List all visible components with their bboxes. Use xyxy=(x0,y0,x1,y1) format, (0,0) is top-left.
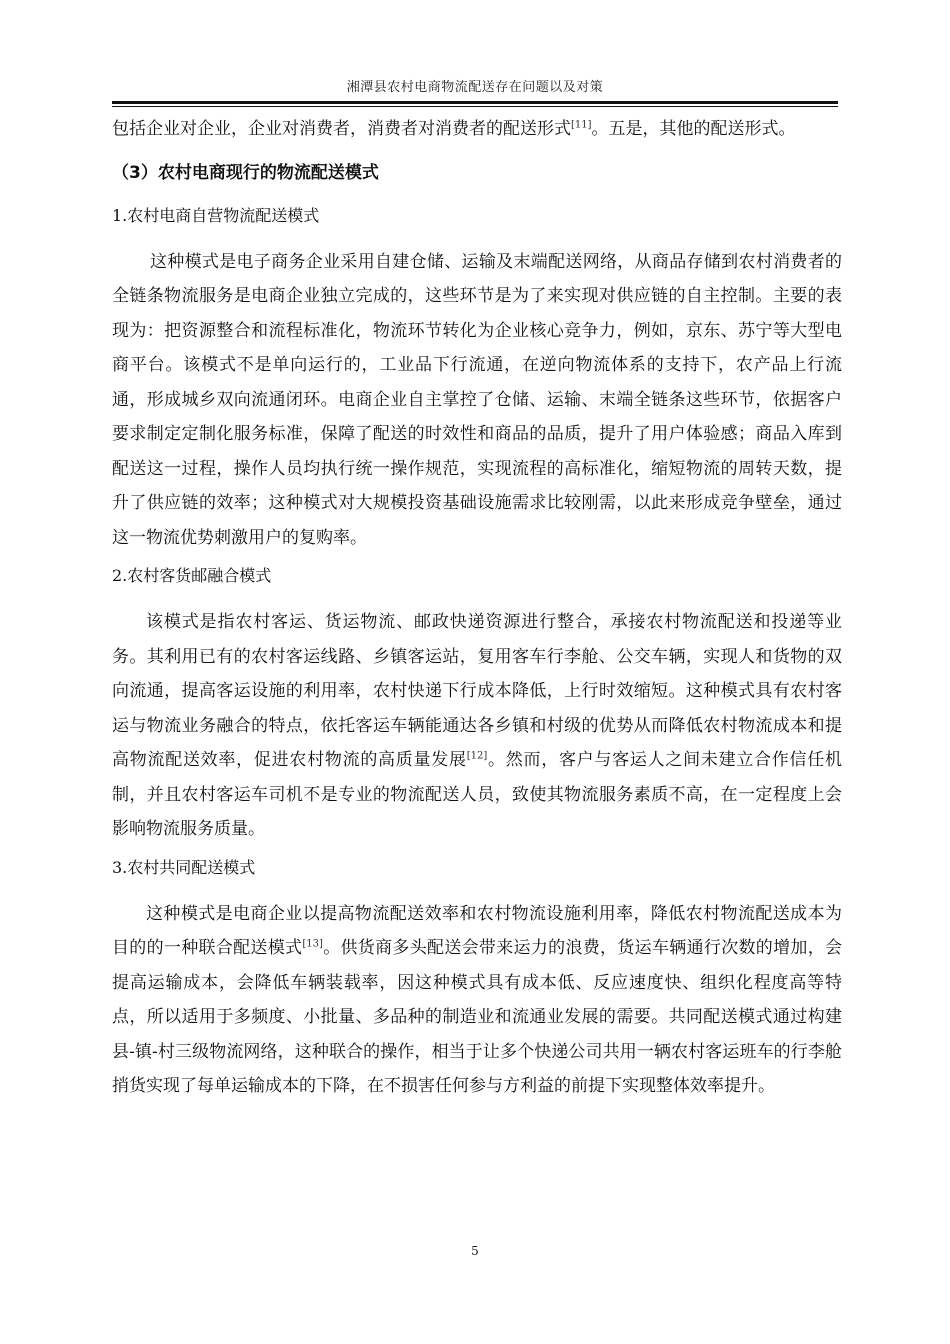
intro-paragraph xyxy=(112,112,842,147)
citation-11: [11] xyxy=(571,119,592,131)
mode3-title: 3.农村共同配送模式 xyxy=(112,857,256,877)
mode2-title: 2.农村客货邮融合模式 xyxy=(112,566,272,585)
header-rule-thick xyxy=(112,101,838,104)
mode1-title: 1.农村电商自营物流配送模式 xyxy=(112,205,320,225)
page-number: 5 xyxy=(471,1244,479,1258)
section-heading: （3）农村电商现行的物流配送模式 xyxy=(112,162,379,183)
mode3-text-after: 。供货商多头配送会带来运力的浪费，货运车辆通行次数的增加，会提高运输成本，会降低车辆装载率，因这种模式具有成本低、反应速度快、组织化程度高等特点，所以适用于多频度、小批量、多品种的制造业和流通业发展的需要。共同配送模式通过构建县-镇-村三级物流网络，这种联合的操作，相当于让多个快递公司共用一辆农村客运班车的行李舱捎货实现了每单运输成本的下降，在不损害任何参与方利益的前提下实现整体效率提升。 xyxy=(112,938,843,1096)
mode3-text-before: 这种模式是电商企业以提高物流配送效率和农村物流设施利用率，降低农村物流配送成本为目的的一种联合配送模式 xyxy=(112,903,842,958)
mode2-text-after: 。然而，客户与客运人之间未建立合作信任机制，并且农村客运车司机不是专业的物流配送人员，致使其物流服务素质不高，在一定程度上会影响物流服务质量。 xyxy=(112,750,842,839)
intro-text-after: 。五是，其他的配送形式。 xyxy=(591,119,796,139)
document-body xyxy=(112,112,842,1104)
header-rule-thin xyxy=(112,106,838,107)
mode3-paragraph xyxy=(112,897,842,1104)
intro-text-before: 包括企业对企业，企业对消费者，消费者对消费者的配送形式 xyxy=(112,119,571,139)
mode2-text-before: 该模式是指农村客运、货运物流、邮政快递资源进行整合，承接农村物流配送和投递等业务。其利用已有的农村客运线路、乡镇客运站，复用客车行李舱、公交车辆，实现人和货物的双向流通，提高客运设施的利用率，农村快递下行成本降低，上行时效缩短。这种模式具有农村客运与物流业务融合的特点，依托客运车辆能通达各乡镇和村级的优势从而降低农村物流成本和提高物流配送效率，促进农村物流的高质量发展 xyxy=(112,612,842,770)
mode2-paragraph xyxy=(112,605,842,847)
citation-13: [13] xyxy=(302,938,323,950)
running-header: 湘潭县农村电商物流配送存在问题以及对策 xyxy=(346,80,604,95)
citation-12: [12] xyxy=(466,750,488,762)
mode1-paragraph: 这种模式是电子商务企业采用自建仓储、运输及末端配送网络，从商品存储到农村消费者的全链条物流服务是电商企业独立完成的，这些环节是为了来实现对供应链的自主控制。主要的表现为：把资源整合和流程标准化，物流环节转化为企业核心竞争力，例如，京东、苏宁等大型电商平台。该模式不是单向运行的，工业品下行流通，在逆向物流体系的支持下，农产品上行流通，形成城乡双向流通闭环。电商企业自主掌控了仓储、运输、末端全链条这些环节，依据客户要求制定定制化服务标准，保障了配送的时效性和商品的品质，提升了用户体验感；商品入库到配送这一过程，操作人员均执行统一操作规范，实现流程的高标准化，缩短物流的周转天数，提升了供应链的效率；这种模式对大规模投资基础设施需求比较刚需，以此来形成竞争壁垒，通过这一物流优势刺激用户的复购率。 xyxy=(112,251,842,548)
